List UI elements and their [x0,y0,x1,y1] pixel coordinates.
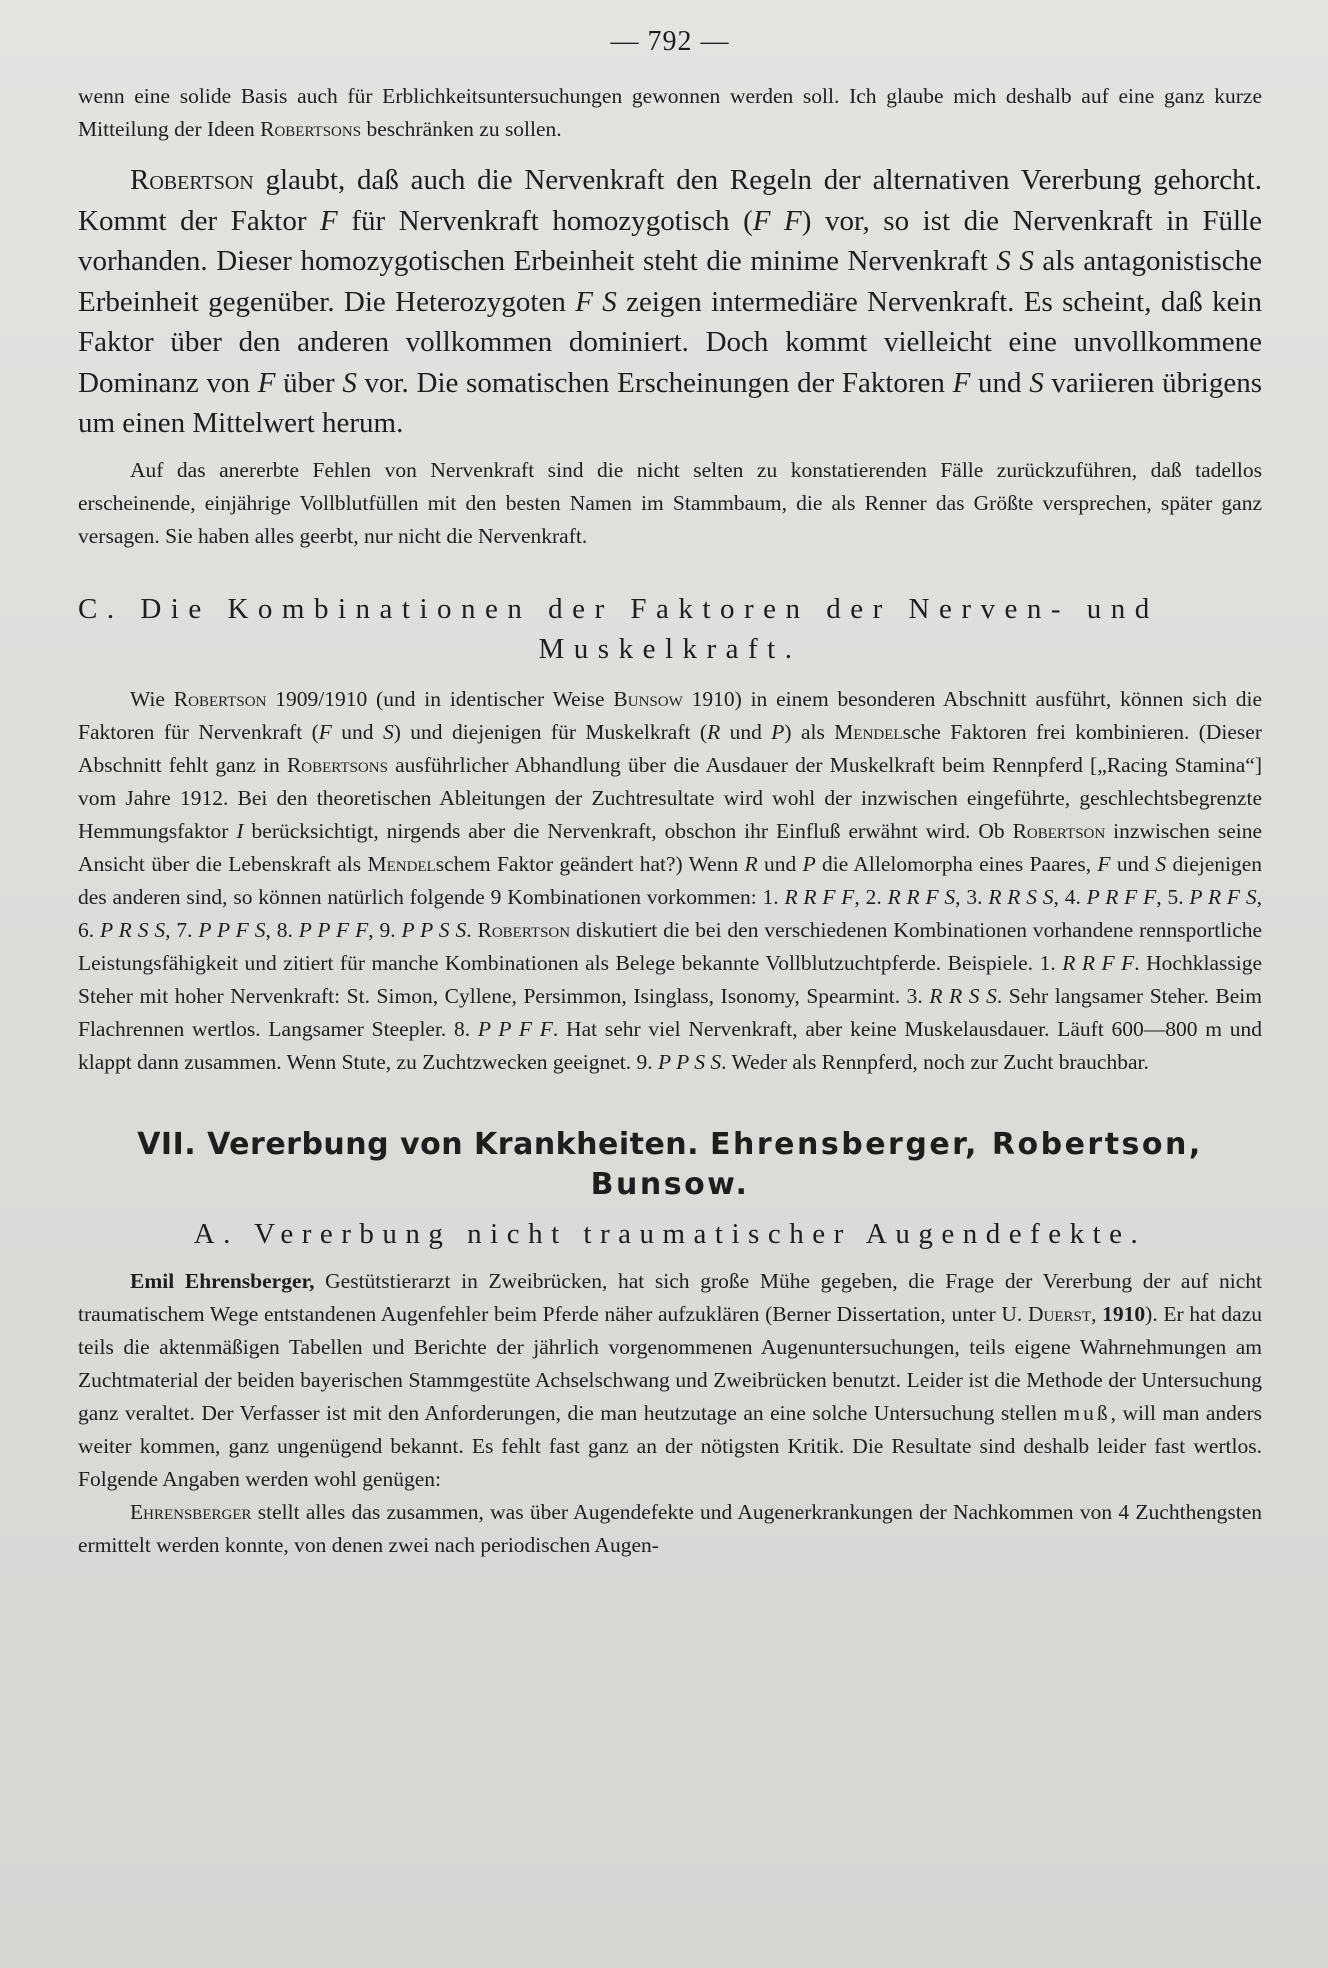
paragraph-fehlen-nervenkraft: Auf das anererbte Fehlen von Nervenkraft sind die nicht selten zu konstatierenden Fälle zurückzuführen, daß tadellos erscheinende, einjährige Vollblutfüllen mit den besten Namen im Stammbaum, die als Renner das Größte versprechen, später ganz versagen. Sie haben alles geerbt, nur nicht die Nervenkraft. [78,457,1262,548]
paragraph-zusammenstellung: Ehrensberger stellt alles das zusammen, was über Augendefekte und Augenerkrankungen der Nachkommen von 4 Zuchthengsten ermittelt werden konnte, von denen zwei nach periodischen Augen- [78,1499,1262,1557]
section-heading-c: C. Die Kombinationen der Faktoren der Nerven- und Muskelkraft. [78,592,1159,665]
page-number: — 792 — [610,26,730,57]
paragraph-kombinationen: Wie Robertson 1909/1910 (und in identischer Weise Bunsow 1910) in einem besonderen Abschnitt ausführt, können sich die Faktoren für Nervenkraft (F und S) und diejenigen für Muskelkraft (R und P) als Mendelsche Faktoren frei kombinieren. (Dieser Abschnitt fehlt ganz in Robertsons ausführlicher Abhandlung über die Ausdauer der Muskelkraft beim Rennpferd [„Racing Stamina“] vom Jahre 1912. Bei den theoretischen Ableitungen der Zuchtresultate wird wohl der inzwischen eingeführte, geschlechtsbegrenzte Hemmungsfaktor I berücksichtigt, nirgends aber die Nervenkraft, obschon ihr Einfluß erwähnt wird. Ob Robertson inzwischen seine Ansicht über die Lebenskraft als Mendelschem Faktor geändert hat?) Wenn R und P die Allelomorpha eines Paares, F und S diejenigen des anderen sind, so können natürlich folgende 9 Kombinationen vorkommen: 1. R R F F, 2. R R F S, 3. R R S S, 4. P R F F, 5. P R F S, 6. P R S S, 7. P P F S, 8. P P F F, 9. P P S S. Robertson diskutiert die bei den verschiedenen Kombinationen vorhandene rennsportliche Leistungsfähigkeit und zitiert für manche Kombinationen als Belege bekannte Vollblutzuchtpferde. Beispiele. 1. R R F F. Hochklassige Steher mit hoher Nervenkraft: St. Simon, Cyllene, Persimmon, Isinglass, Isonomy, Spearmint. 3. R R S S. Sehr langsamer Steher. Beim Flachrennen wertlos. Langsamer Steepler. 8. P P F F. Hat sehr viel Nervenkraft, aber keine Muskelausdauer. Läuft 600—800 m und klappt dann zusammen. Wenn Stute, zu Zuchtzwecken geeignet. 9. P P S S. Weder als Rennpferd, noch zur Zucht brauchbar. [78,686,1263,1074]
paragraph-ehrensberger: Emil Ehrensberger, Gestütstierarzt in Zweibrücken, hat sich große Mühe gegeben, die Frage der Vererbung der auf nicht traumatischem Wege entstandenen Augenfehler beim Pferde näher aufzuklären (Berner Dissertation, unter U. Duerst, 1910). Er hat dazu teils die aktenmäßigen Tabellen und Berichte der jährlich vorgenommenen Augenuntersuchungen, teils eigene Wahrnehmungen am Zuchtmaterial der beiden bayerischen Stammgestüte Achselschwang und Zweibrücken benutzt. Leider ist die Methode der Untersuchung ganz veraltet. Der Verfasser ist mit den Anforderungen, die man heutzutage an eine solche Untersuchung stellen muß, will man anders weiter kommen, ganz ungenügend bekannt. Es fehlt fast ganz an der nötigsten Kritik. Die Resultate sind deshalb leider fast wertlos. Folgende Angaben werden wohl genügen: [78,1268,1263,1491]
chapter-heading-vii: VII. Vererbung von Krankheiten. Ehrensberger, Robertson, Bunsow. [137,1126,1203,1202]
author-name: Robertsons [260,117,362,141]
author-name: Robertson [130,164,254,196]
section-heading-a: A. Vererbung nicht traumatischer Augendefekte. [193,1217,1147,1250]
paragraph-intro: wenn eine solide Basis auch für Erblichkeitsuntersuchungen gewonnen werden soll. Ich glaube mich deshalb auf eine ganz kurze Mitteilung der Ideen Robertsons beschränken zu sollen. [78,84,1262,141]
paragraph-nervenkraft: Robertson glaubt, daß auch die Nervenkraft den Regeln der alternativen Vererbung gehorcht. Kommt der Faktor F für Nervenkraft homozygotisch (F F) vor, so ist die Nervenkraft in Fülle vorhanden. Dieser homozygotischen Erbeinheit steht die minime Nervenkraft S S als antagonistische Erbeinheit gegenüber. Die Heterozygoten F S zeigen intermediäre Nervenkraft. Es scheint, daß kein Faktor über den anderen vollkommen dominiert. Doch kommt vielleicht eine unvollkommene Dominanz von F über S vor. Die somatischen Erscheinungen der Faktoren F und S variieren übrigens um einen Mittelwert herum. [78,164,1263,439]
